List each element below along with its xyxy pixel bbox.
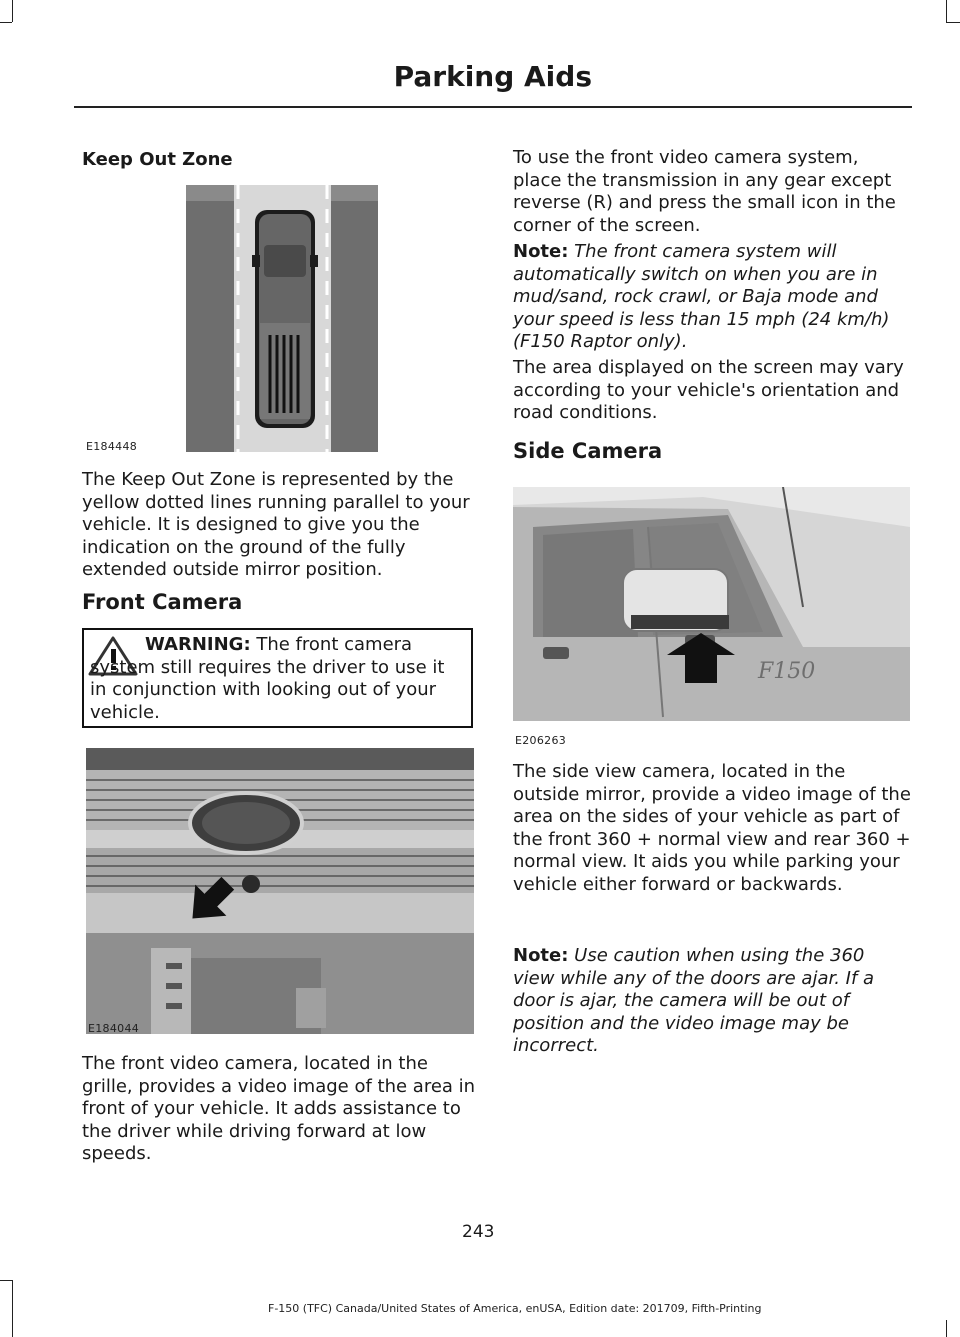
warning-text (90, 634, 462, 724)
front-camera-image-code: E184044 (88, 1022, 140, 1035)
crop-mark-top-right-v (946, 0, 947, 22)
crop-mark-top-left-h (0, 22, 12, 23)
note-label: Note: (513, 945, 569, 966)
keep-out-zone-image-code: E184448 (86, 440, 138, 453)
side-mirror-camera-photo (513, 487, 910, 721)
crop-mark-bottom-left-h (0, 1280, 12, 1281)
crop-mark-top-left-v (12, 0, 13, 22)
front-camera-description: The front video camera, located in the grille, provides a video image of the area in front of your vehicle. It adds assistance to the driver while driving forward at low speeds. (82, 1053, 476, 1164)
keep-out-zone-heading: Keep Out Zone (82, 149, 233, 170)
footer-edition-info: F-150 (TFC) Canada/United States of America, enUSA, Edition date: 201709, Fifth-Printing (268, 1302, 762, 1315)
crop-mark-top-right-h (946, 22, 960, 23)
side-camera-heading: Side Camera (513, 439, 663, 463)
keep-out-zone-diagram (186, 185, 378, 452)
side-camera-image-code: E206263 (515, 734, 567, 747)
front-grille-camera-photo (86, 748, 474, 1034)
note-raptor-text: The front camera system will automatically switch on when you are in mud/sand, rock crawl, or Baja mode and your speed is less than 15 mph (24 km/h) (F150 Raptor only). (513, 241, 890, 352)
keep-out-zone-description: The Keep Out Zone is represented by the yellow dotted lines running parallel to your vehicle. It is designed to give you the indication on the ground of the fully extended outside mirror position. (82, 469, 470, 580)
crop-mark-bottom-left-v (12, 1280, 13, 1337)
note-doors-ajar (513, 945, 911, 1058)
svg-text:F150: F150 (758, 659, 816, 684)
display-area-text: The area displayed on the screen may vary according to your vehicle's orientation and road conditions. (513, 357, 904, 423)
page-title: Parking Aids (393, 60, 592, 93)
warning-label: WARNING: (145, 634, 251, 655)
note-doors-ajar-text: Use caution when using the 360 view while any of the doors are ajar. If a door is ajar, the camera will be out of position and the video image may be incorrect. (513, 945, 875, 1056)
warning-box (82, 628, 473, 728)
front-camera-usage-text: To use the front video camera system, place the transmission in any gear except reverse (R) and press the small icon in the corner of the screen. (513, 147, 896, 236)
crop-mark-bottom-right-v (946, 1320, 947, 1337)
warning-body: The front camera system still requires the driver to use it in conjunction with looking out of your vehicle. (90, 634, 445, 723)
page-number: 243 (462, 1222, 495, 1242)
note-raptor (513, 241, 903, 354)
header-divider (74, 106, 912, 108)
note-label: Note: (513, 241, 569, 262)
front-camera-heading: Front Camera (82, 590, 243, 614)
side-camera-description: The side view camera, located in the outside mirror, provide a video image of the area on the sides of your vehicle as part of the front 360 + normal view and rear 360 + normal view. It aids you while parking your vehicle either forward or backwards. (513, 761, 911, 895)
